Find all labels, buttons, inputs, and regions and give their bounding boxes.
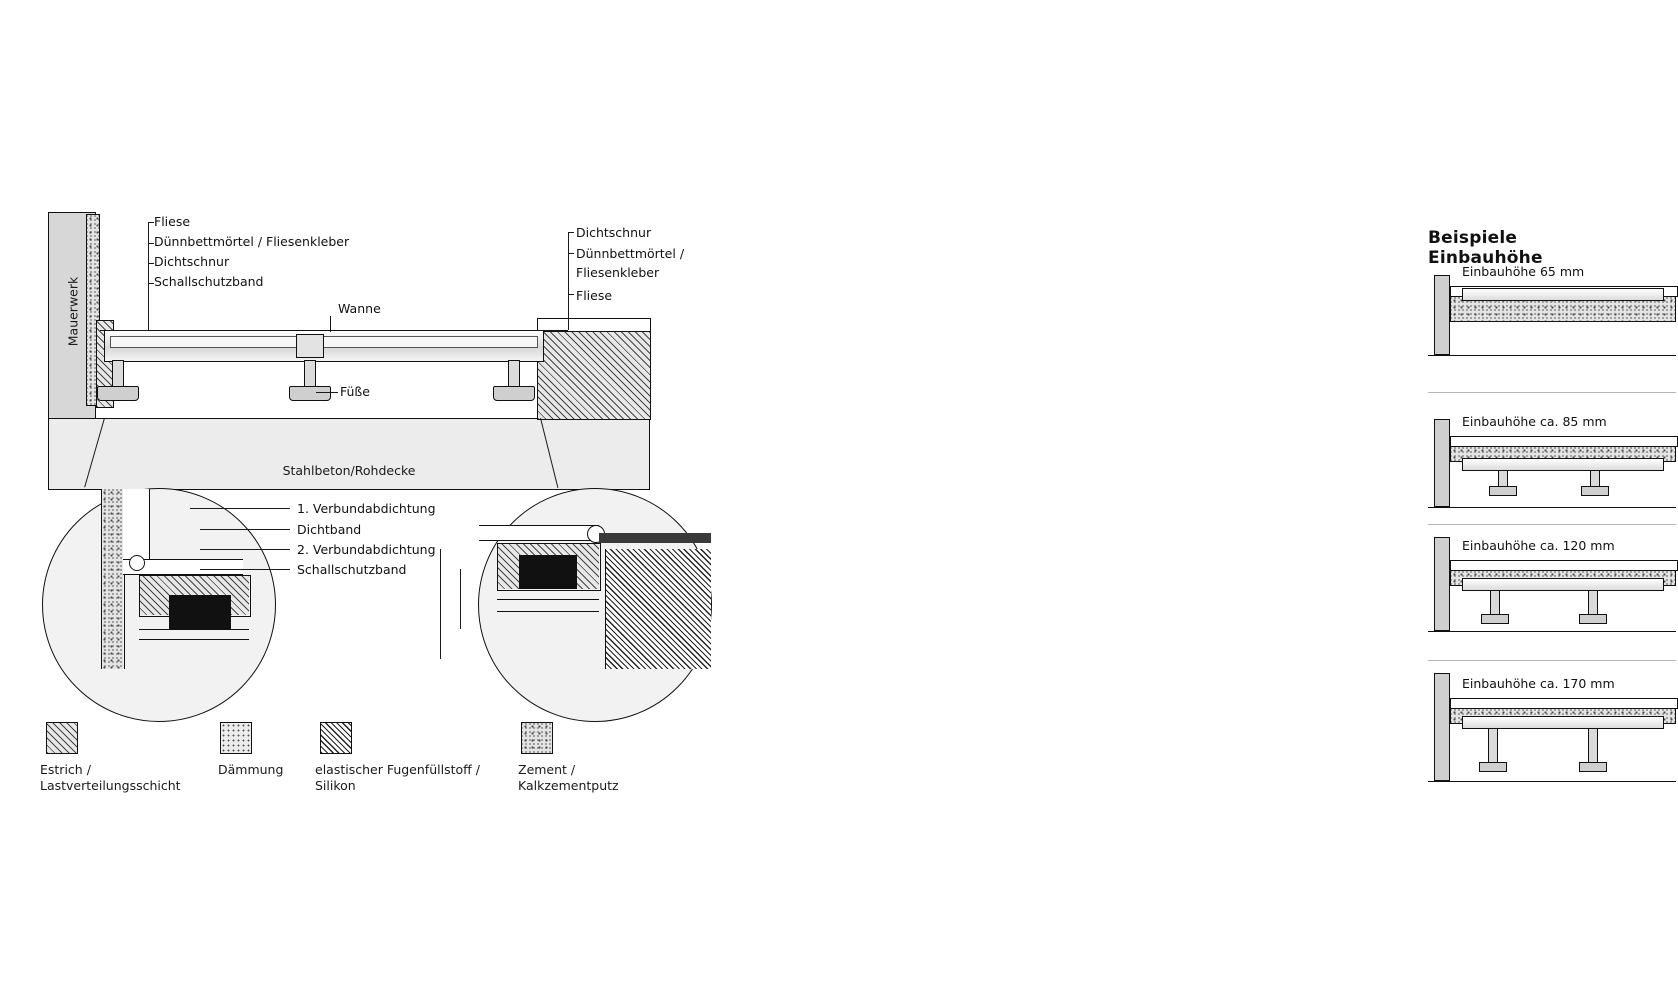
- ground-line: [1428, 507, 1676, 509]
- leader-line: [200, 569, 290, 570]
- examples-column: [700, 0, 1615, 1000]
- leader-line: [100, 330, 148, 331]
- tub-profile: [1462, 458, 1664, 471]
- tub-foot-base: [493, 386, 535, 401]
- concrete-slab: [48, 418, 650, 490]
- legend-label-fugenfuellstoff: [315, 762, 515, 794]
- tub-foot: [508, 360, 520, 388]
- example-label-85: Einbauhöhe ca. 85 mm: [1462, 414, 1607, 429]
- slab-label: Stahlbeton/Rohdecke: [282, 463, 416, 478]
- example-item-85: [1428, 410, 1676, 520]
- detail-circle-left: [42, 488, 276, 722]
- ground-line: [1428, 631, 1676, 633]
- wall-stub: [1434, 275, 1450, 355]
- legend-label-zement: [518, 762, 678, 794]
- legend-swatch-fugenfuellstoff: [320, 722, 352, 754]
- legend-line2: Lastverteilungsschicht: [40, 778, 181, 793]
- legend-line2: Kalkzementputz: [518, 778, 619, 793]
- tub-foot: [112, 360, 124, 388]
- callout-verbundabdichtung-2: 2. Verbundabdichtung: [297, 542, 436, 557]
- foot: [1490, 590, 1500, 616]
- leader-line: [460, 569, 461, 629]
- legend-line2: Silikon: [315, 778, 356, 793]
- ground-line: [1428, 355, 1676, 357]
- foot: [1588, 728, 1598, 764]
- divider: [1428, 524, 1676, 525]
- screed-right: [537, 330, 651, 420]
- tub-foot-base: [97, 386, 139, 401]
- leader-line: [200, 549, 290, 550]
- tub-foot: [304, 360, 316, 388]
- example-item-170: [1428, 672, 1676, 794]
- leader-line: [568, 253, 574, 254]
- example-item-120: [1428, 534, 1676, 644]
- legend-label-estrich: [40, 762, 215, 794]
- callout-schallschutzband-detail: Schallschutzband: [297, 562, 407, 577]
- leader-line: [330, 316, 331, 332]
- foot: [1488, 728, 1498, 764]
- callout-dichtschnur: Dichtschnur: [154, 254, 230, 269]
- tub-drain-box: [296, 334, 324, 358]
- foot: [1588, 590, 1598, 616]
- legend-swatch-estrich: [46, 722, 78, 754]
- legend-line1: elastischer Fugenfüllstoff /: [315, 762, 480, 777]
- legend-swatch-zement: [521, 722, 553, 754]
- wall-stub: [1434, 673, 1450, 781]
- callout-fliese-right: Fliese: [576, 288, 613, 303]
- leader-line: [190, 508, 290, 509]
- foot-base: [1481, 614, 1509, 624]
- legend-label-daemmung: [218, 762, 318, 778]
- foot-base: [1579, 614, 1607, 624]
- divider: [1428, 660, 1676, 661]
- callout-dichtschnur-right: Dichtschnur: [576, 225, 652, 240]
- leader-line: [568, 232, 574, 233]
- examples-title: Beispiele Einbauhöhe: [1428, 228, 1543, 268]
- callout-fuesse: Füße: [340, 384, 370, 399]
- divider: [1428, 392, 1676, 393]
- example-label-120: Einbauhöhe ca. 120 mm: [1462, 538, 1615, 553]
- leader-line: [568, 294, 574, 295]
- leader-line: [536, 330, 568, 331]
- wall-label: Mauerwerk: [65, 276, 81, 347]
- main-section-drawing: [0, 0, 700, 1000]
- example-label-170: Einbauhöhe ca. 170 mm: [1462, 676, 1615, 691]
- callout-dichtband: Dichtband: [297, 522, 362, 537]
- callout-fliese: Fliese: [154, 214, 191, 229]
- callout-duennbettmoertel: Dünnbettmörtel / Fliesenkleber: [154, 234, 350, 249]
- callout-verbundabdichtung-1: 1. Verbundabdichtung: [297, 501, 436, 516]
- callout-wanne: Wanne: [338, 301, 381, 316]
- wall-stub: [1434, 537, 1450, 631]
- legend-swatch-daemmung: [220, 722, 252, 754]
- ground-line: [1428, 781, 1676, 783]
- foot-base: [1489, 486, 1517, 496]
- foot-base: [1581, 486, 1609, 496]
- foot-base: [1579, 762, 1607, 772]
- detail-circle-right: [478, 488, 712, 722]
- legend-line1: Estrich /: [40, 762, 91, 777]
- wall-stub: [1434, 419, 1450, 507]
- example-item-65: [1428, 258, 1676, 368]
- leader-line: [568, 232, 569, 330]
- tub-profile: [1462, 288, 1664, 301]
- tub-foot-base: [289, 386, 331, 401]
- example-label-65: Einbauhöhe 65 mm: [1462, 264, 1585, 279]
- callout-duennbettmoertel-right: Dünnbettmörtel /: [576, 246, 685, 261]
- leader-line: [148, 222, 149, 330]
- callout-schallschutzband: Schallschutzband: [154, 274, 264, 289]
- callout-fliesenkleber-right: Fliesenkleber: [576, 265, 660, 280]
- leader-line: [200, 529, 290, 530]
- tub-inner-channel: [110, 336, 538, 348]
- legend-line1: Zement /: [518, 762, 576, 777]
- foot-base: [1479, 762, 1507, 772]
- leader-line: [316, 392, 338, 393]
- leader-line: [440, 549, 441, 659]
- legend-line1: Dämmung: [218, 762, 284, 777]
